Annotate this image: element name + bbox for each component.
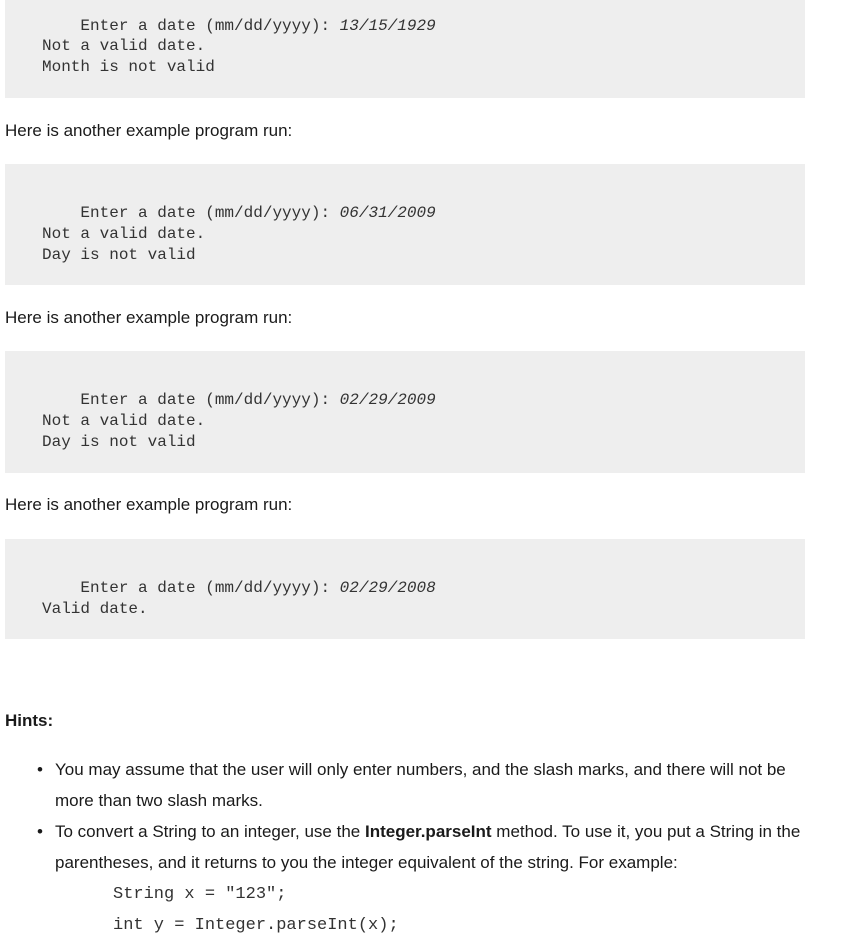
run-3-prompt: Enter a date (mm/dd/yyyy): bbox=[80, 391, 340, 409]
example-run-4-box bbox=[5, 539, 805, 639]
run-3-output-line-1: Not a valid date. bbox=[42, 412, 206, 430]
run-3-output-line-2: Day is not valid bbox=[42, 433, 196, 451]
run-2-input: 06/31/2009 bbox=[339, 204, 436, 222]
run-4-input: 02/29/2008 bbox=[339, 579, 436, 597]
example-code-line-2: int y = Integer.parseInt(x); bbox=[113, 916, 399, 935]
hints-list bbox=[0, 754, 849, 878]
example-run-1-box bbox=[5, 0, 805, 98]
hint-item-1 bbox=[0, 754, 849, 816]
another-run-label-2: Here is another example program run: bbox=[5, 308, 293, 327]
run-2-output-line-1: Not a valid date. bbox=[42, 225, 206, 243]
run-2-prompt: Enter a date (mm/dd/yyyy): bbox=[80, 204, 340, 222]
example-run-2-box bbox=[5, 164, 805, 285]
run-3-input: 02/29/2009 bbox=[339, 391, 436, 409]
run-1-input: 13/15/1929 bbox=[339, 17, 436, 35]
hint-2-method-name: Integer.parseInt bbox=[364, 822, 492, 841]
another-run-label-3: Here is another example program run: bbox=[5, 495, 293, 514]
run-4-prompt: Enter a date (mm/dd/yyyy): bbox=[80, 579, 340, 597]
example-run-3-box bbox=[5, 351, 805, 473]
bullet-icon: • bbox=[37, 760, 43, 779]
hint-2-text-before: To convert a String to an integer, use the bbox=[55, 822, 365, 841]
run-4-output-line-1: Valid date. bbox=[42, 600, 148, 618]
run-1-prompt: Enter a date (mm/dd/yyyy): bbox=[80, 17, 340, 35]
example-code-line-1: String x = "123"; bbox=[113, 885, 287, 904]
hints-heading: Hints: bbox=[5, 711, 54, 730]
run-2-output-line-2: Day is not valid bbox=[42, 246, 196, 264]
bullet-icon: • bbox=[37, 822, 43, 841]
hint-item-2 bbox=[0, 816, 849, 878]
hint-2-text-after: method. To use it, you put a String in the parentheses, and it returns to you the integer equivalent of the string. For example: bbox=[55, 822, 801, 872]
run-1-output-line-1: Not a valid date. bbox=[42, 37, 206, 55]
another-run-label-1: Here is another example program run: bbox=[5, 121, 293, 140]
run-1-output-line-2: Month is not valid bbox=[42, 58, 215, 76]
hint-1-text: You may assume that the user will only enter numbers, and the slash marks, and there will not be more than two slash marks. bbox=[55, 760, 786, 810]
